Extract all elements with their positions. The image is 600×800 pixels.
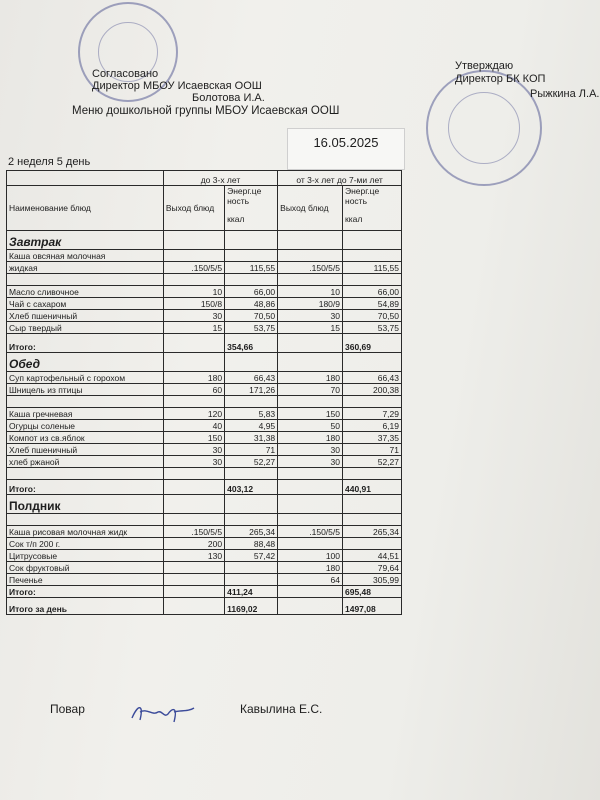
energy-3-to-7 xyxy=(343,274,402,286)
dish-name: жидкая xyxy=(7,262,164,274)
yield-under-3 xyxy=(163,274,224,286)
yield-3-to-7: 180 xyxy=(278,372,343,384)
table-row xyxy=(7,444,402,456)
yield-under-3 xyxy=(163,250,224,262)
menu-table xyxy=(6,170,402,615)
energy-3-to-7: 200,38 xyxy=(343,384,402,396)
table-row xyxy=(7,468,402,480)
table-row xyxy=(7,310,402,322)
dish-name: Печенье xyxy=(7,574,164,586)
week-day: 2 неделя 5 день xyxy=(8,156,91,168)
yield-under-3: 120 xyxy=(163,408,224,420)
dish-name: Цитрусовые xyxy=(7,550,164,562)
snack-section-row xyxy=(7,495,402,514)
empty-cell xyxy=(343,231,402,250)
table-row xyxy=(7,526,402,538)
total-3-to-7: 695,48 xyxy=(343,586,402,598)
energy-under-3 xyxy=(225,396,278,408)
total-3-to-7: 440,91 xyxy=(343,480,402,495)
energy2-header xyxy=(343,186,402,231)
yield-under-3 xyxy=(163,514,224,526)
total-label: Итого: xyxy=(7,480,164,495)
yield-under-3 xyxy=(163,562,224,574)
energy2-header-b: ккал xyxy=(345,214,363,224)
yield-3-to-7: 180 xyxy=(278,432,343,444)
dish-name: Сок фруктовый xyxy=(7,562,164,574)
yield-3-to-7: 180 xyxy=(278,562,343,574)
menu-date: 16.05.2025 xyxy=(313,135,379,150)
empty-cell xyxy=(225,231,278,250)
energy-under-3: 66,00 xyxy=(225,286,278,298)
energy-under-3: 115,55 xyxy=(225,262,278,274)
empty-cell xyxy=(278,231,343,250)
breakfast-section-row xyxy=(7,231,402,250)
empty-cell xyxy=(163,334,224,353)
date-box xyxy=(287,128,405,170)
table-row xyxy=(7,408,402,420)
yield-under-3: 200 xyxy=(163,538,224,550)
total-under-3: 403,12 xyxy=(225,480,278,495)
lunch-total-row xyxy=(7,480,402,495)
dish-name-header: Наименование блюд xyxy=(7,186,164,231)
dish-name xyxy=(7,274,164,286)
dish-name xyxy=(7,396,164,408)
section-title: Полдник xyxy=(7,495,164,514)
menu-title: Меню дошкольной группы МБОУ Исаевская ООШ xyxy=(72,105,340,117)
energy-3-to-7: 7,29 xyxy=(343,408,402,420)
total-under-3: 411,24 xyxy=(225,586,278,598)
energy-3-to-7: 79,64 xyxy=(343,562,402,574)
total-under-3: 1169,02 xyxy=(225,598,278,615)
yield-under-3: 15 xyxy=(163,322,224,334)
energy-under-3: 52,27 xyxy=(225,456,278,468)
dish-name: Сок т/п 200 г. xyxy=(7,538,164,550)
section-title: Обед xyxy=(7,353,164,372)
snack-total-row xyxy=(7,586,402,598)
yield-3-to-7 xyxy=(278,514,343,526)
breakfast-total-row xyxy=(7,334,402,353)
empty-cell xyxy=(163,598,224,615)
energy-under-3: 71 xyxy=(225,444,278,456)
yield-3-to-7 xyxy=(278,396,343,408)
energy-3-to-7: 52,27 xyxy=(343,456,402,468)
dish-name xyxy=(7,514,164,526)
yield-under-3: .150/5/5 xyxy=(163,526,224,538)
dish-name: Сыр твердый xyxy=(7,322,164,334)
yield-under-3: 30 xyxy=(163,444,224,456)
group-header-row xyxy=(7,171,402,186)
yield-under-3: 130 xyxy=(163,550,224,562)
director-left: Директор МБОУ Исаевская ООШ xyxy=(92,80,262,92)
empty-cell xyxy=(278,353,343,372)
yield-under-3 xyxy=(163,468,224,480)
yield-3-to-7: 15 xyxy=(278,322,343,334)
yield-under-3: .150/5/5 xyxy=(163,262,224,274)
energy-under-3: 48,86 xyxy=(225,298,278,310)
energy-3-to-7: 37,35 xyxy=(343,432,402,444)
table-row xyxy=(7,250,402,262)
total-3-to-7: 1497,08 xyxy=(343,598,402,615)
energy-under-3 xyxy=(225,514,278,526)
yield-3-to-7: .150/5/5 xyxy=(278,526,343,538)
empty-cell xyxy=(163,480,224,495)
table-row xyxy=(7,322,402,334)
approved-right: Утверждаю xyxy=(455,60,514,72)
table-row xyxy=(7,384,402,396)
yield-3-to-7: 150 xyxy=(278,408,343,420)
lunch-section-row xyxy=(7,353,402,372)
table-row xyxy=(7,298,402,310)
table-row xyxy=(7,550,402,562)
empty-cell xyxy=(225,495,278,514)
yield-under-3: 150 xyxy=(163,432,224,444)
energy-3-to-7: 115,55 xyxy=(343,262,402,274)
dish-name: хлеб ржаной xyxy=(7,456,164,468)
energy-3-to-7: 265,34 xyxy=(343,526,402,538)
yield2-header: Выход блюд xyxy=(278,186,343,231)
table-row xyxy=(7,538,402,550)
dish-name: Суп картофельный с горохом xyxy=(7,372,164,384)
energy2-header-a: Энерг.це ность xyxy=(345,186,380,206)
empty-cell xyxy=(163,353,224,372)
empty-cell xyxy=(278,598,343,615)
total-3-to-7: 360,69 xyxy=(343,334,402,353)
yield-under-3: 180 xyxy=(163,372,224,384)
energy-under-3: 53,75 xyxy=(225,322,278,334)
column-header-row xyxy=(7,186,402,231)
energy-under-3: 4,95 xyxy=(225,420,278,432)
empty-cell xyxy=(278,586,343,598)
energy-3-to-7 xyxy=(343,396,402,408)
yield-under-3: 40 xyxy=(163,420,224,432)
energy-under-3 xyxy=(225,562,278,574)
energy-under-3 xyxy=(225,250,278,262)
energy-3-to-7: 6,19 xyxy=(343,420,402,432)
energy1-header-a: Энерг.це ность xyxy=(227,186,262,206)
yield-3-to-7: 30 xyxy=(278,444,343,456)
cook-name: Кавылина Е.С. xyxy=(240,702,323,716)
yield-under-3: 10 xyxy=(163,286,224,298)
group1-label: до 3-х лет xyxy=(163,171,277,186)
energy-under-3: 57,42 xyxy=(225,550,278,562)
energy-under-3 xyxy=(225,274,278,286)
name-left: Болотова И.А. xyxy=(192,92,265,104)
table-row xyxy=(7,574,402,586)
energy-3-to-7: 44,51 xyxy=(343,550,402,562)
empty-cell xyxy=(343,353,402,372)
energy-under-3: 265,34 xyxy=(225,526,278,538)
yield-3-to-7: 180/9 xyxy=(278,298,343,310)
empty-cell xyxy=(163,231,224,250)
approved-left: Согласовано xyxy=(92,68,159,80)
yield-under-3 xyxy=(163,396,224,408)
energy1-header xyxy=(225,186,278,231)
total-label: Итого: xyxy=(7,586,164,598)
energy-under-3: 5,83 xyxy=(225,408,278,420)
dish-name: Каша рисовая молочная жидк xyxy=(7,526,164,538)
dish-name: Масло сливочное xyxy=(7,286,164,298)
energy-3-to-7 xyxy=(343,250,402,262)
table-row xyxy=(7,372,402,384)
energy-under-3 xyxy=(225,468,278,480)
yield-3-to-7 xyxy=(278,468,343,480)
cook-label: Повар xyxy=(50,702,85,716)
director-right: Директор БК КОП xyxy=(455,73,546,85)
table-row xyxy=(7,562,402,574)
name-right: Рыжкина Л.А. xyxy=(530,88,600,100)
yield-under-3 xyxy=(163,574,224,586)
dish-name: Шницель из птицы xyxy=(7,384,164,396)
energy-under-3 xyxy=(225,574,278,586)
dish-name: Хлеб пшеничный xyxy=(7,444,164,456)
table-row xyxy=(7,286,402,298)
day-total-row xyxy=(7,598,402,615)
empty-cell xyxy=(163,586,224,598)
yield-3-to-7: 50 xyxy=(278,420,343,432)
yield-3-to-7 xyxy=(278,538,343,550)
table-row xyxy=(7,396,402,408)
table-row xyxy=(7,432,402,444)
energy-3-to-7: 54,89 xyxy=(343,298,402,310)
table-row xyxy=(7,274,402,286)
yield1-header: Выход блюд xyxy=(163,186,224,231)
yield-3-to-7: 100 xyxy=(278,550,343,562)
empty-cell xyxy=(343,495,402,514)
yield-3-to-7 xyxy=(278,250,343,262)
yield-under-3: 150/8 xyxy=(163,298,224,310)
yield-under-3: 60 xyxy=(163,384,224,396)
right-stamp xyxy=(426,70,542,186)
energy-3-to-7 xyxy=(343,514,402,526)
yield-3-to-7: 70 xyxy=(278,384,343,396)
table-row xyxy=(7,456,402,468)
energy-under-3: 31,38 xyxy=(225,432,278,444)
dish-name: Каша гречневая xyxy=(7,408,164,420)
energy-3-to-7: 53,75 xyxy=(343,322,402,334)
table-row xyxy=(7,262,402,274)
yield-3-to-7 xyxy=(278,274,343,286)
empty-cell xyxy=(278,480,343,495)
dish-name xyxy=(7,468,164,480)
energy-under-3: 88,48 xyxy=(225,538,278,550)
energy-3-to-7: 305,99 xyxy=(343,574,402,586)
energy-3-to-7: 66,43 xyxy=(343,372,402,384)
yield-3-to-7: .150/5/5 xyxy=(278,262,343,274)
empty-cell xyxy=(278,495,343,514)
yield-under-3: 30 xyxy=(163,310,224,322)
energy1-header-b: ккал xyxy=(227,214,245,224)
empty-cell xyxy=(163,495,224,514)
yield-3-to-7: 64 xyxy=(278,574,343,586)
energy-under-3: 171,26 xyxy=(225,384,278,396)
energy-3-to-7 xyxy=(343,468,402,480)
energy-3-to-7: 70,50 xyxy=(343,310,402,322)
empty-cell xyxy=(225,353,278,372)
cook-signature xyxy=(128,698,198,728)
yield-under-3: 30 xyxy=(163,456,224,468)
table-row xyxy=(7,420,402,432)
yield-3-to-7: 10 xyxy=(278,286,343,298)
empty-cell xyxy=(278,334,343,353)
total-label: Итого за день xyxy=(7,598,164,615)
energy-3-to-7: 71 xyxy=(343,444,402,456)
energy-3-to-7 xyxy=(343,538,402,550)
total-label: Итого: xyxy=(7,334,164,353)
section-title: Завтрак xyxy=(7,231,164,250)
dish-name: Каша овсяная молочная xyxy=(7,250,164,262)
energy-under-3: 70,50 xyxy=(225,310,278,322)
dish-name: Хлеб пшеничный xyxy=(7,310,164,322)
group2-label: от 3-х лет до 7-ми лет xyxy=(278,171,402,186)
energy-under-3: 66,43 xyxy=(225,372,278,384)
dish-name: Компот из св.яблок xyxy=(7,432,164,444)
dish-name: Огурцы соленые xyxy=(7,420,164,432)
energy-3-to-7: 66,00 xyxy=(343,286,402,298)
yield-3-to-7: 30 xyxy=(278,310,343,322)
total-under-3: 354,66 xyxy=(225,334,278,353)
yield-3-to-7: 30 xyxy=(278,456,343,468)
dish-name: Чай с сахаром xyxy=(7,298,164,310)
table-row xyxy=(7,514,402,526)
